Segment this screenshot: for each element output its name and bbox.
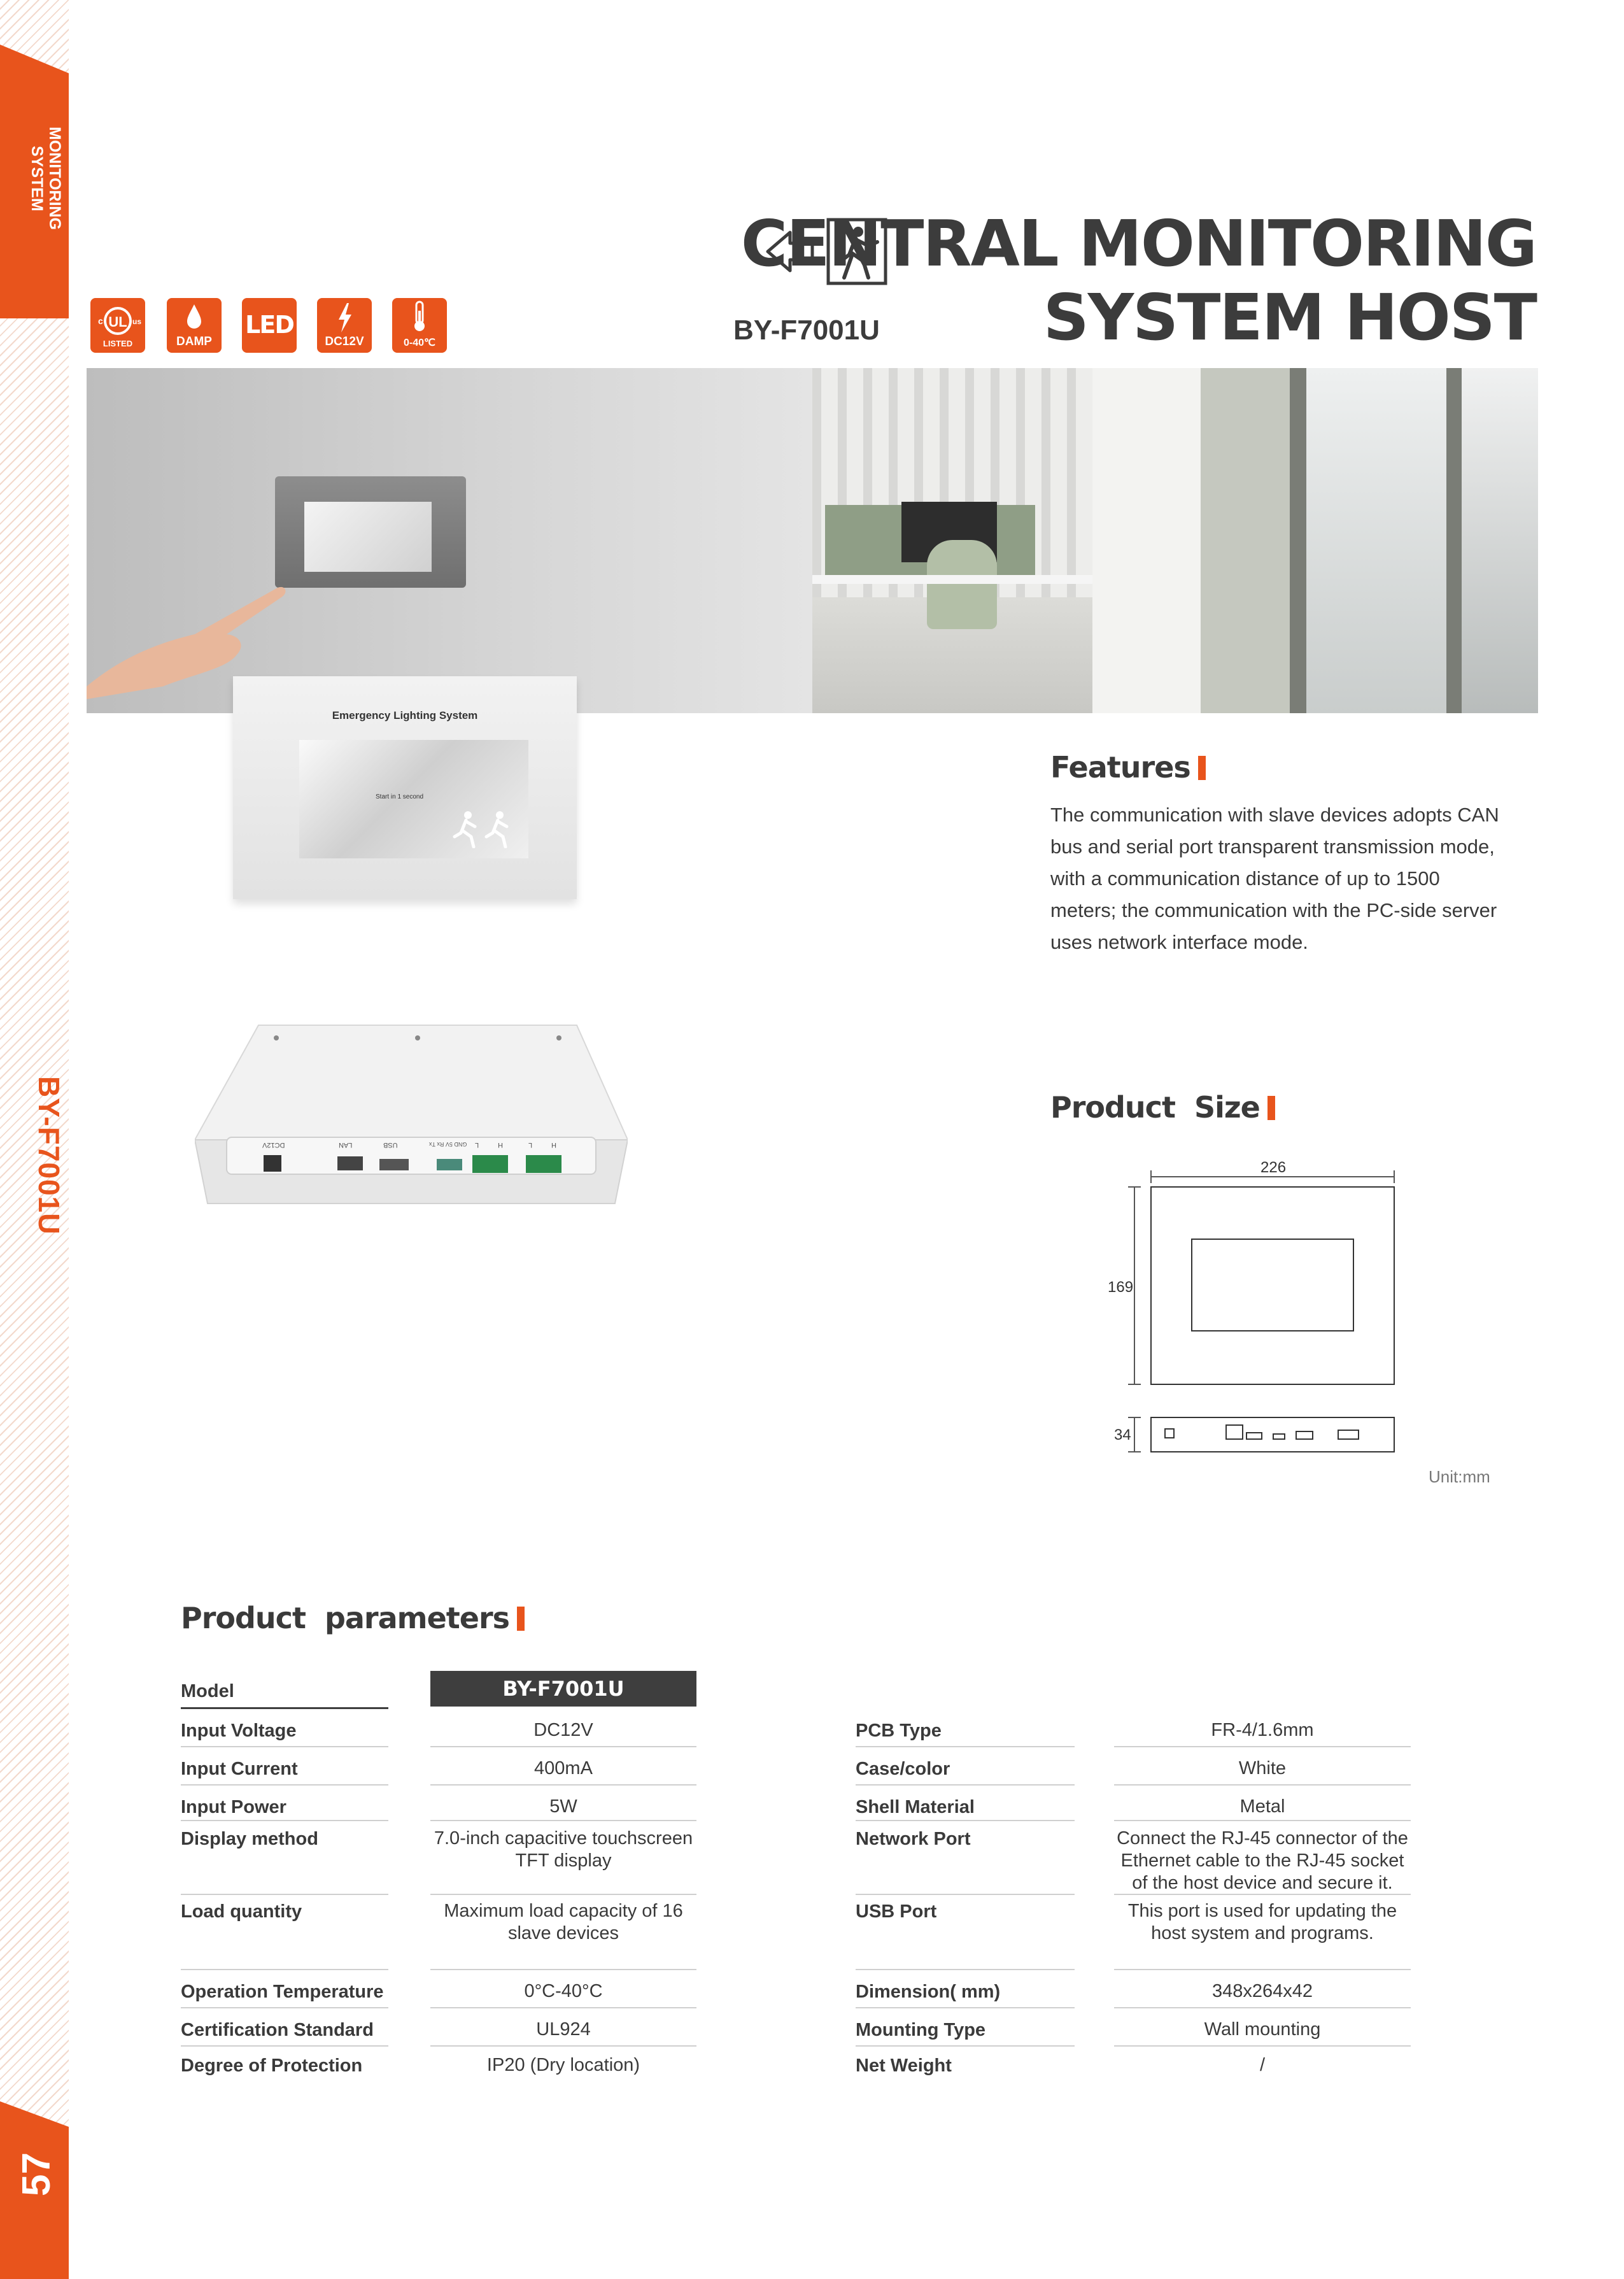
param-label-net-weight: Net Weight (856, 2055, 952, 2076)
title-line-2: SYSTEM HOST (1043, 280, 1536, 355)
product-front-image (233, 676, 577, 899)
office-scene (812, 368, 1538, 713)
heading-accent-bar (1267, 1096, 1275, 1120)
port-label-serial: GND 5V Rx Tx (429, 1141, 467, 1147)
param-label-dimension: Dimension( mm) (856, 1982, 1001, 2002)
param-value-display-method: 7.0-inch capacitive touchscreen TFT display (434, 1828, 693, 1871)
param-value-net-weight: / (1259, 2055, 1266, 2075)
product-back-image (195, 1012, 628, 1223)
features-text: The communication with slave devices adopts CAN bus and serial port transparent transmission mode, with a communication distance of up to 1500 meters; the communication with the PC-side server uses network interface mode. (1050, 804, 1499, 953)
wall-device (275, 476, 466, 588)
param-label-input-current: Input Current (181, 1759, 298, 1779)
param-label-degree-of-protection: Degree of Protection (181, 2055, 363, 2076)
param-value-dimension: 348x264x42 (1211, 1981, 1313, 2001)
dc12v-label: DC12V (325, 335, 364, 348)
heading-accent-bar (517, 1607, 525, 1631)
svg-text:LISTED: LISTED (102, 339, 133, 348)
heading-accent-bar (1198, 756, 1206, 780)
damp-icon (167, 298, 222, 353)
param-label-input-voltage: Input Voltage (181, 1721, 297, 1741)
led-icon (242, 298, 297, 353)
params-heading (181, 1601, 525, 1635)
led-label: LED (245, 311, 293, 339)
model-underline (181, 1707, 388, 1709)
svg-text:c: c (98, 316, 103, 326)
param-value-operation-temperature: 0°C-40°C (524, 1981, 603, 2001)
features-heading-text: Features (1050, 750, 1190, 785)
hero-image (87, 368, 1538, 713)
param-label-case-color: Case/color (856, 1759, 950, 1779)
size-unit: Unit:mm (1429, 1467, 1490, 1486)
dc12v-icon (317, 298, 372, 353)
title-line-1: CENTRAL MONITORING (740, 206, 1536, 281)
svg-text:us: us (132, 317, 142, 326)
param-value-degree-of-protection: IP20 (Dry location) (486, 2055, 640, 2075)
port-label-h2: H (551, 1141, 556, 1149)
port-label-l2: L (528, 1141, 533, 1149)
port-label-usb: USB (383, 1141, 398, 1149)
port-label-dc12v: DC12V (262, 1141, 285, 1149)
param-value-load-quantity: Maximum load capacity of 16 slave devices (444, 1901, 683, 1943)
size-diagram (1108, 1159, 1413, 1465)
param-value-shell-material: Metal (1239, 1796, 1285, 1817)
size-width: 226 (1260, 1159, 1287, 1176)
param-value-usb-port: This port is used for updating the host system and programs. (1127, 1901, 1397, 1943)
param-label-load-quantity: Load quantity (181, 1901, 302, 1922)
param-value-case-color: White (1238, 1758, 1287, 1778)
param-label-pcb-type: PCB Type (856, 1721, 942, 1741)
param-value-mounting-type: Wall mounting (1204, 2019, 1321, 2040)
temperature-icon (392, 298, 447, 353)
side-model-label: BY-F7001U (32, 1076, 66, 1235)
param-label-input-power: Input Power (181, 1797, 286, 1817)
port-label-lan: LAN (339, 1141, 353, 1149)
param-value-model: BY-F7001U (430, 1671, 696, 1707)
port-label-h1: H (498, 1141, 503, 1149)
param-label-usb-port: USB Port (856, 1901, 937, 1922)
size-height: 169 (1108, 1279, 1134, 1296)
side-category-label: MONITORING SYSTEM (28, 126, 64, 231)
param-value-pcb-type: FR-4/1.6mm (1211, 1720, 1314, 1740)
damp-label: DAMP (176, 335, 212, 348)
device-screen-text: Start in 1 second (376, 793, 424, 800)
port-label-l1: L (475, 1141, 479, 1149)
features-heading (1050, 750, 1206, 785)
param-label-operation-temperature: Operation Temperature (181, 1982, 384, 2002)
param-value-certification-standard: UL924 (536, 2019, 591, 2040)
param-value-input-voltage: DC12V (533, 1720, 593, 1740)
temperature-label: 0-40℃ (404, 337, 435, 348)
ul-listed-icon (90, 298, 145, 353)
device-screen (299, 740, 528, 858)
param-label-model: Model (181, 1681, 234, 1701)
size-heading-text: Product Size (1050, 1090, 1260, 1125)
param-label-certification-standard: Certification Standard (181, 2020, 374, 2040)
param-label-display-method: Display method (181, 1829, 318, 1849)
page-number: 57 (15, 2152, 59, 2196)
param-value-input-power: 5W (549, 1796, 577, 1817)
param-label-mounting-type: Mounting Type (856, 2020, 986, 2040)
size-depth: 34 (1114, 1426, 1131, 1444)
param-value-network-port: Connect the RJ-45 connector of the Ethernet cable to the RJ-45 socket of the host device and secure it. (1117, 1828, 1408, 1893)
param-value-input-current: 400mA (534, 1758, 593, 1778)
model-subtitle: BY-F7001U (733, 315, 880, 346)
params-heading-text: Product parameters (181, 1601, 510, 1635)
size-heading (1050, 1090, 1275, 1125)
device-label: Emergency Lighting System (332, 709, 478, 721)
param-label-network-port: Network Port (856, 1829, 971, 1849)
svg-text:UL: UL (108, 314, 127, 330)
param-label-shell-material: Shell Material (856, 1797, 975, 1817)
